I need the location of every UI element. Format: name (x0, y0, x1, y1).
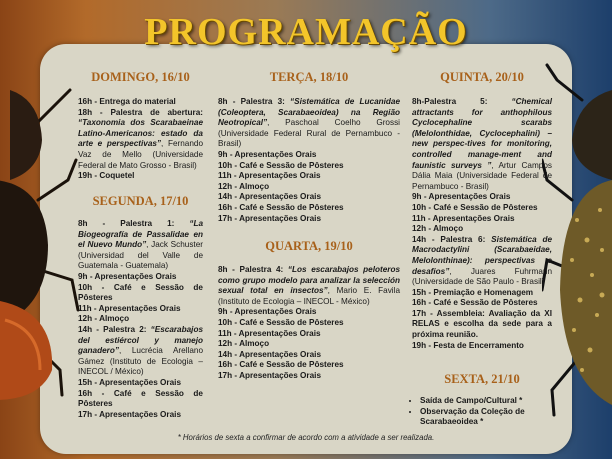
sexta-item-1: • Saída de Campo/Cultural * (420, 396, 552, 407)
column-segunda (78, 219, 203, 420)
segunda-p1-title: “La Biogeografía de Passalidae en el Nuevo Mundo” (78, 219, 203, 250)
sexta-item-2: • Observação da Coleção de Scarabaeoidea * (420, 407, 552, 428)
segunda-item-5: 15h - Apresentações Orais (78, 377, 181, 387)
segunda-item-7: 17h - Apresentações Orais (78, 409, 181, 419)
quarta-item-2: 10h - Café e Sessão de Pôsteres (218, 317, 344, 327)
segunda-item-2: 10h - Café e Sessão de Pôsteres (78, 282, 203, 303)
quarta-palestra-4 (218, 265, 400, 307)
quarta-item-5: 14h - Apresentações Orais (218, 349, 321, 359)
page-title: PROGRAMAÇÃO (144, 11, 468, 53)
domingo-item-2-time: 18h - Palestra de abertura: (78, 107, 203, 117)
spotted-beetle-right-image (542, 60, 612, 420)
segunda-item-4: 12h - Almoço (78, 314, 130, 324)
heading-sexta: SEXTA, 21/10 (444, 372, 520, 386)
quinta-p6-time: 14h - Palestra 6: (412, 234, 486, 244)
terca-p3-title: “Sistemática de Lucanidae (Coleoptera, Scarabaeoidea) na Região Neotropical” (218, 97, 401, 128)
terca-item-1: 9h - Apresentações Orais (218, 149, 317, 159)
quinta-p5-rest: , Artur Campos Dália Maia (Universidade Federal de Pernambuco - Brasil) (412, 160, 552, 191)
terca-item-6: 16h - Café e Sessão de Pôsteres (218, 202, 344, 212)
sexta-list (404, 396, 552, 428)
segunda-p1-rest: , Jack Schuster (Universidad del Valle de Guatemala - Guatemala) (78, 240, 203, 271)
terca-p3-time: 8h - Palestra 3: (218, 97, 285, 106)
terca-item-2: 10h - Café e Sessão de Pôsteres (218, 160, 344, 170)
heading-quinta: QUINTA, 20/10 (440, 70, 524, 84)
quarta-item-4: 12h - Almoço (218, 339, 270, 349)
heading-segunda: SEGUNDA, 17/10 (92, 194, 189, 208)
quinta-p6-rest: , Juares Fuhrmann (Universidade de São Paulo - Brasil) (412, 266, 552, 287)
quinta-item-2: 10h - Café e Sessão de Pôsteres (412, 202, 538, 212)
quinta-p5-title: “Chemical attractants for anthophilous Cyclocephaline scarabs (Melolonthidae, Cyclocephalini) – new perspec-tives for monitoring, controlled manage-ment and faunistic surveys ” (412, 97, 553, 170)
quinta-palestra-5 (412, 97, 552, 192)
quarta-item-3: 11h - Apresentações Orais (218, 328, 321, 338)
segunda-item-3: 11h - Apresentações Orais (78, 303, 181, 313)
column-sexta (404, 396, 552, 428)
quarta-item-6: 16h - Café e Sessão de Pôsteres (218, 360, 344, 370)
quinta-palestra-6 (412, 235, 552, 288)
segunda-p2-time: 14h - Palestra 2: (78, 324, 147, 334)
segunda-palestra-2 (78, 325, 203, 378)
quinta-p6-title: Sistemática de Macrodactylini (Scarabaeidae, Melolonthinae): perspectivas e desafios” (412, 234, 552, 276)
column-domingo (78, 97, 203, 182)
quinta-p5-time: 8h-Palestra 5: (412, 97, 488, 106)
quinta-item-4: 12h - Almoço (412, 224, 464, 234)
column-quinta (412, 97, 552, 351)
terca-item-7: 17h - Apresentações Orais (218, 213, 321, 223)
quarta-item-7: 17h - Apresentações Orais (218, 370, 321, 380)
segunda-item-1: 9h - Apresentações Orais (78, 271, 177, 281)
terca-item-4: 12h - Almoço (218, 181, 270, 191)
column-terca (218, 97, 400, 224)
footnote: * Horários de sexta a confirmar de acordo com a atividade a ser realizada. (177, 433, 435, 442)
quinta-item-8: 19h - Festa de Encerramento (412, 340, 524, 350)
quarta-p4-rest: , Mario E. Favila (Instituto de Ecologia – INECOL - México) (218, 286, 400, 306)
column-quarta (218, 265, 400, 382)
heading-terca: TERÇA, 18/10 (269, 70, 349, 84)
quarta-p4-title: “Los escarabajos peloteros como grupo modelo para analizar la selección sexual total en insectos” (218, 265, 401, 296)
quinta-item-5: 15h - Premiação e Homenagem (412, 287, 534, 297)
quinta-item-1: 9h - Apresentações Orais (412, 192, 511, 202)
heading-quarta: QUARTA, 19/10 (265, 239, 353, 253)
domingo-item-2-title: “Taxonomia dos Scarabaeinae Latino-Americanos: estado da arte e perspectivas” (78, 118, 203, 149)
domingo-item-1: 16h - Entrega do material (78, 97, 176, 106)
segunda-palestra-1 (78, 219, 203, 272)
quinta-item-3: 11h - Apresentações Orais (412, 213, 515, 223)
segunda-item-6: 16h - Café e Sessão de Pôsteres (78, 388, 203, 409)
quinta-item-7: 17h - Assembleia: Avaliação da XI RELAS e escolha da sede para a próxima reunião. (412, 308, 552, 340)
segunda-p1-time: 8h - Palestra 1: (78, 219, 175, 228)
terca-palestra-3 (218, 97, 400, 150)
quinta-item-6: 16h - Café e Sessão de Pôsteres (412, 298, 538, 308)
terca-item-5: 14h - Apresentações Orais (218, 192, 321, 202)
segunda-p2-title: “Escarabajos del estiércol y manejo ganadero” (78, 324, 203, 356)
terca-item-3: 11h - Apresentações Orais (218, 171, 321, 181)
domingo-item-2 (78, 108, 203, 172)
domingo-item-3: 19h - Coquetel (78, 171, 135, 181)
terca-p3-rest: , Paschoal Coelho Grossi (Universidade Federal Rural de Pernambuco - Brasil) (218, 118, 400, 149)
domingo-item-2-rest: , Fernando Vaz de Mello (Universidade Federal de Mato Grosso - Brasil) (78, 139, 203, 170)
quarta-item-1: 9h - Apresentações Orais (218, 307, 317, 317)
quarta-p4-time: 8h - Palestra 4: (218, 265, 284, 274)
heading-domingo: DOMINGO, 16/10 (91, 70, 190, 84)
stag-beetle-left-image (0, 70, 80, 400)
segunda-p2-rest: , Lucrécia Arellano Gámez (Instituto de Ecologia – INECOL / México) (78, 346, 203, 377)
